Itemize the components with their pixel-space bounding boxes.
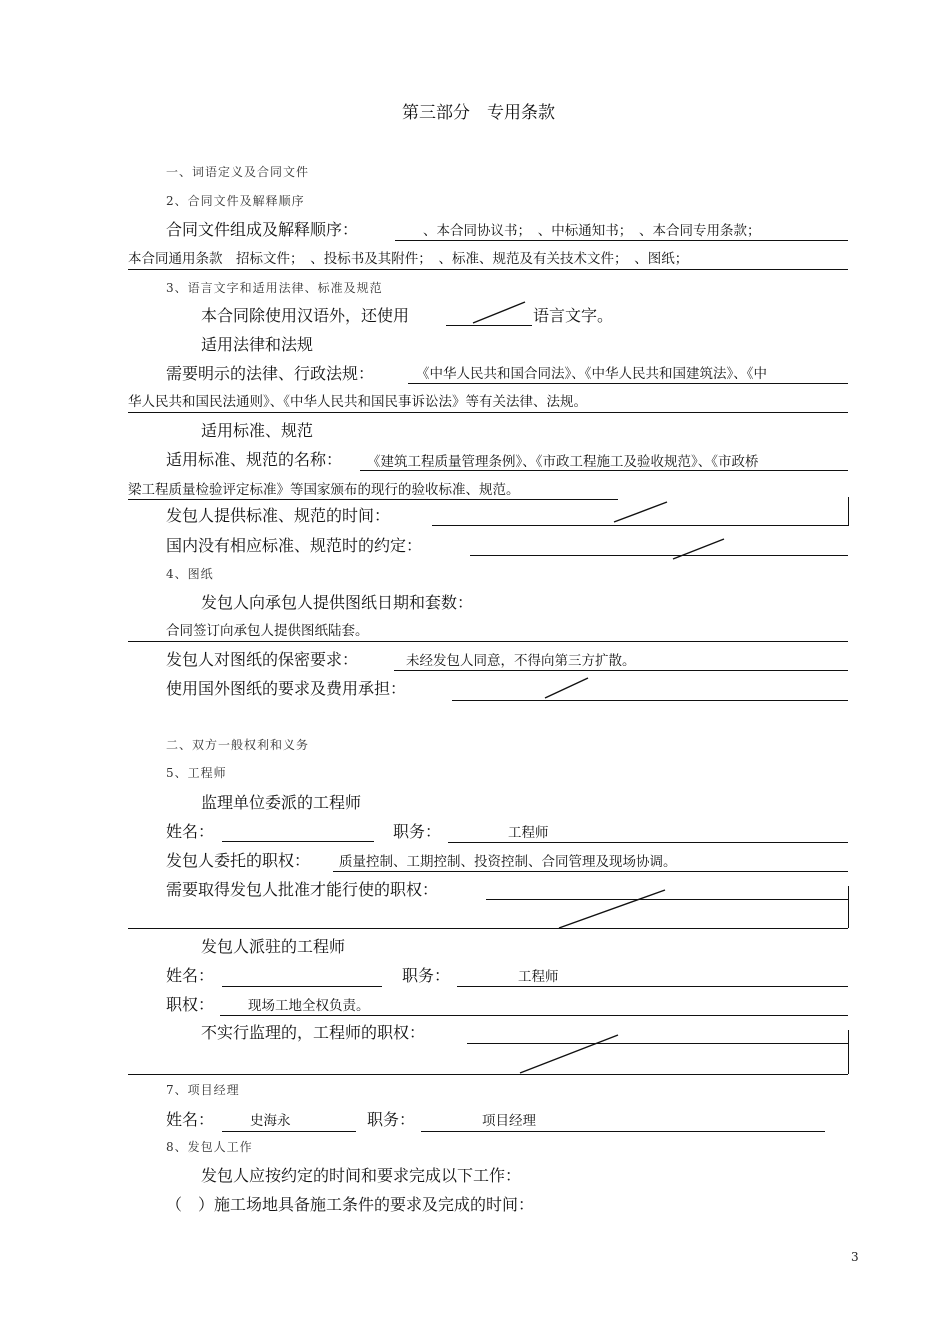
owner-work-intro: 发包人应按约定的时间和要求完成以下工作： [201, 1166, 522, 1185]
no-supervision-blank [467, 1043, 848, 1044]
pm-name-value: 史海永 [250, 1113, 291, 1129]
strike-no-supervision [520, 1035, 618, 1073]
approval-bottom-line [128, 928, 848, 929]
owner-engineer-position-label: 职务： [402, 966, 451, 985]
no-standard-label: 国内没有相应标准、规范时的约定： [166, 536, 423, 555]
no-supervision-box-edge [848, 1030, 849, 1074]
supervisor-name-blank [222, 841, 374, 842]
strike-approval [559, 890, 665, 928]
language-text-b: 语言文字。 [533, 306, 614, 325]
clause-4-heading: 4、图纸 [166, 567, 214, 581]
authority-underline [333, 871, 848, 872]
no-supervision-bottom-line [128, 1074, 848, 1075]
approval-label: 需要取得发包人批准才能行使的职权： [166, 880, 439, 899]
owner-engineer-position-value: 工程师 [518, 969, 559, 985]
contract-docs-line2: 本合同通用条款 招标文件； 、投标书及其附件； 、标准、规范及有关技术文件； 、图纸； [128, 251, 689, 267]
owner-engineer-name-blank [222, 986, 382, 987]
drawings-underline [128, 641, 848, 642]
laws-value-1: 《中华人民共和国合同法》、《中华人民共和国建筑法》、《中 [416, 366, 767, 382]
approval-box-edge [848, 886, 849, 928]
contract-docs-label: 合同文件组成及解释顺序： [166, 220, 359, 239]
section-heading-1: 一、词语定义及合同文件 [166, 165, 310, 179]
clause-2-heading: 2、合同文件及解释顺序 [166, 194, 305, 208]
authority-value: 质量控制、工期控制、投资控制、合同管理及现场协调。 [339, 854, 677, 870]
standards-underline-2 [128, 499, 618, 500]
site-condition-item: （ ）施工场地具备施工条件的要求及完成的时间： [166, 1195, 535, 1214]
strike-standards-time [614, 502, 667, 522]
strike-foreign-drawings [545, 678, 588, 698]
owner-engineer-position-underline [457, 986, 848, 987]
owner-engineer-name-label: 姓名： [166, 966, 215, 985]
page-title: 第三部分 专用条款 [402, 103, 555, 123]
confidential-underline [394, 670, 848, 671]
page-number: 3 [851, 1250, 859, 1264]
strike-language [473, 302, 525, 323]
no-supervision-label: 不实行监理的，工程师的职权： [201, 1023, 426, 1042]
laws-underline-2 [128, 412, 848, 413]
foreign-drawings-label: 使用国外图纸的要求及费用承担： [166, 679, 407, 698]
authority-label: 发包人委托的职权： [166, 851, 311, 870]
supervisor-name-label: 姓名： [166, 822, 215, 841]
approval-blank [486, 899, 848, 900]
pm-name-underline [222, 1131, 356, 1132]
no-standard-blank [470, 555, 848, 556]
language-text-a: 本合同除使用汉语外，还使用 [201, 306, 410, 325]
owner-engineer-subheading: 发包人派驻的工程师 [201, 937, 346, 956]
strike-no-standard [673, 539, 724, 559]
duty-label: 职权： [166, 995, 215, 1014]
standards-value-1: 《建筑工程质量管理条例》、《市政工程施工及验收规范》、《市政桥 [367, 454, 759, 470]
supervisor-position-underline [448, 842, 848, 843]
section-heading-2: 二、双方一般权利和义务 [166, 738, 310, 752]
duty-underline [220, 1015, 848, 1016]
duty-value: 现场工地全权负责。 [248, 998, 370, 1014]
confidential-label: 发包人对图纸的保密要求： [166, 650, 359, 669]
pm-name-label: 姓名： [166, 1110, 215, 1129]
confidential-value: 未经发包人同意，不得向第三方扩散。 [406, 653, 636, 669]
contract-docs-underline-1 [395, 240, 848, 241]
standards-value-2: 梁工程质量检验评定标准》等国家颁布的现行的验收标准、规范。 [128, 482, 520, 498]
laws-subheading: 适用法律和法规 [201, 335, 314, 354]
pm-position-label: 职务： [367, 1110, 416, 1129]
standards-box-edge [848, 497, 849, 526]
supervisor-position-value: 工程师 [508, 825, 549, 841]
pm-position-value: 项目经理 [482, 1113, 536, 1129]
laws-value-2: 华人民共和国民法通则》、《中华人民共和国民事诉讼法》等有关法律、法规。 [128, 394, 587, 410]
standards-time-label: 发包人提供标准、规范的时间： [166, 506, 391, 525]
standards-underline-1 [360, 470, 848, 471]
pm-position-underline [421, 1131, 825, 1132]
contract-docs-line1: 、本合同协议书； 、中标通知书； 、本合同专用条款； [423, 223, 761, 239]
standards-label: 适用标准、规范的名称： [166, 450, 343, 469]
supervisor-position-label: 职务： [393, 822, 442, 841]
clause-8-heading: 8、发包人工作 [166, 1140, 253, 1154]
language-blank [446, 325, 532, 326]
clause-5-heading: 5、工程师 [166, 766, 227, 780]
supervisor-subheading: 监理单位委派的工程师 [201, 793, 362, 812]
contract-docs-underline-2 [128, 269, 848, 270]
clause-3-heading: 3、语言文字和适用法律、标准及规范 [166, 281, 383, 295]
standards-subheading: 适用标准、规范 [201, 421, 314, 440]
standards-time-blank [432, 525, 848, 526]
drawings-label: 发包人向承包人提供图纸日期和套数： [201, 593, 474, 612]
laws-underline-1 [408, 383, 848, 384]
foreign-drawings-blank [452, 700, 848, 701]
laws-label: 需要明示的法律、行政法规： [166, 364, 375, 383]
clause-7-heading: 7、项目经理 [166, 1083, 240, 1097]
drawings-value: 合同签订向承包人提供图纸陆套。 [166, 623, 369, 639]
